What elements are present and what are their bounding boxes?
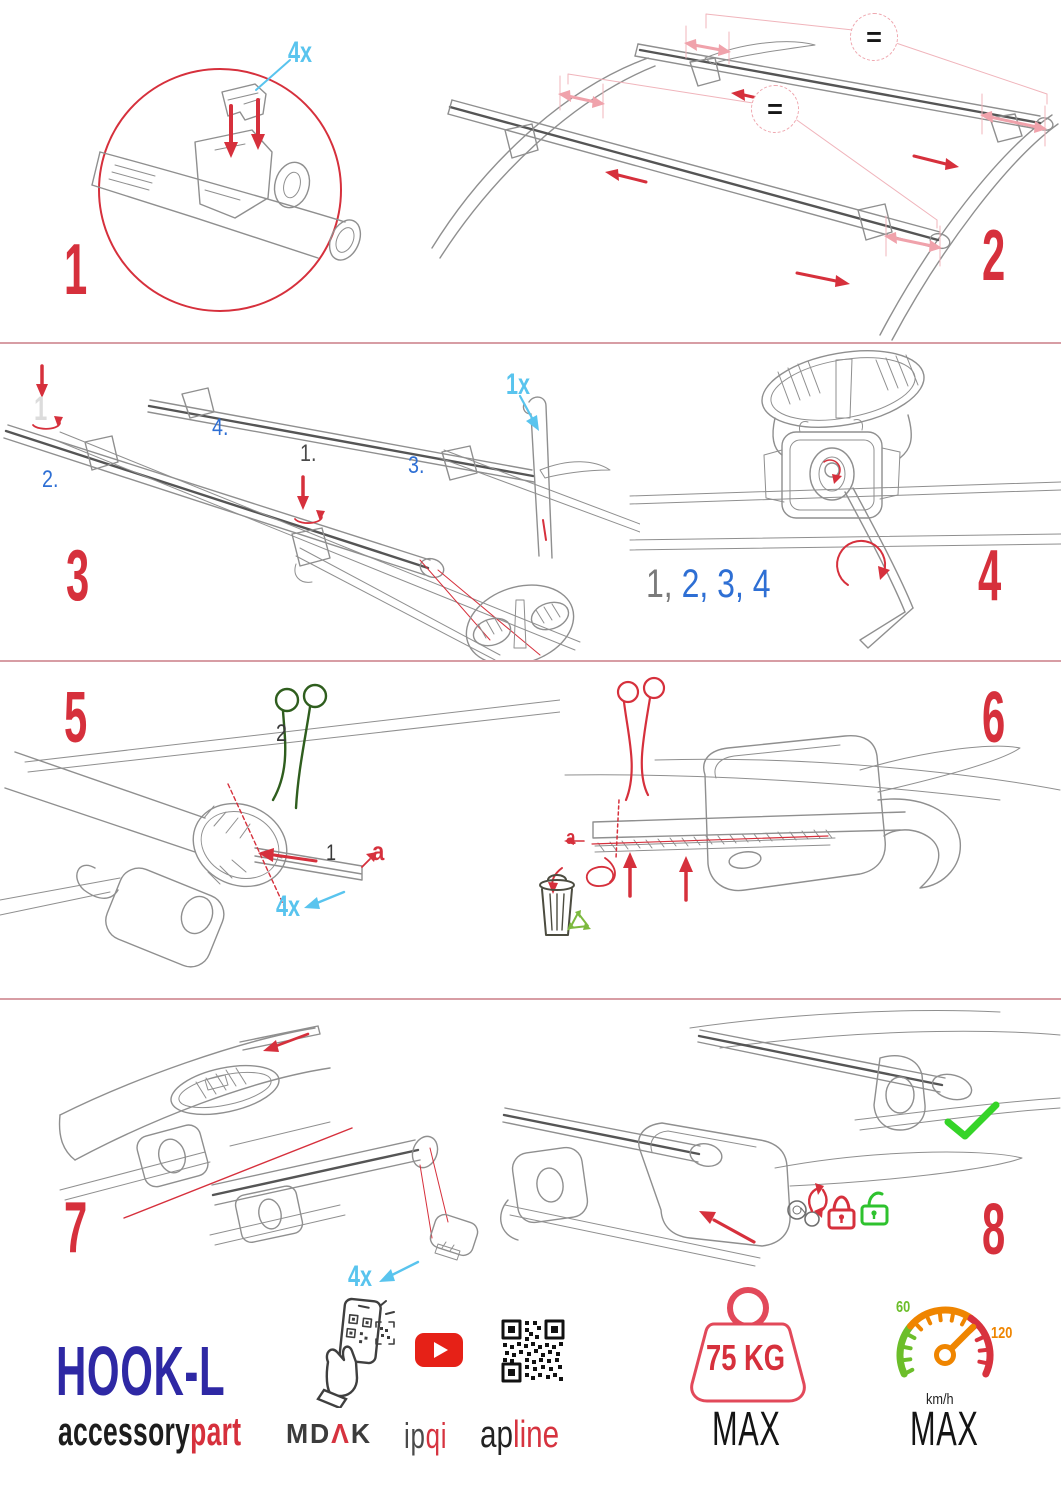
step5-qty-label: 4x — [276, 890, 301, 923]
step3-diagram — [0, 344, 640, 660]
step8-diagram — [500, 1000, 1061, 1310]
step3-number: 3 — [66, 536, 89, 616]
step8-number: 8 — [982, 1190, 1005, 1270]
check-icon — [948, 1105, 996, 1136]
speed-high-label: 120 — [991, 1325, 1013, 1342]
logo-apline-a: ap — [480, 1414, 513, 1456]
strip-end-label: a — [566, 827, 576, 849]
down-arrow-icon — [224, 100, 265, 158]
logo-mdak — [286, 1420, 372, 1448]
ghost-order-label: 1 — [34, 390, 48, 428]
step5-number: 5 — [64, 678, 87, 758]
weight-max-label: MAX — [712, 1403, 781, 1456]
logo-mdak-a: MD — [286, 1418, 332, 1449]
crossbar-side — [593, 812, 905, 852]
hand — [318, 1347, 357, 1408]
logo-mdak-c: K — [350, 1418, 372, 1449]
order-label-4: 4. — [212, 414, 229, 441]
speed-unit-label: km/h — [926, 1391, 954, 1408]
scissors-icon — [618, 678, 664, 800]
step7-qty-label: 4x — [348, 1260, 373, 1293]
logo-mdak-b: Λ — [331, 1418, 351, 1449]
sequence-label — [646, 564, 771, 604]
strip-end-label: a — [372, 836, 385, 866]
phone-scan-icon — [316, 1296, 400, 1408]
roof-rails — [432, 58, 1058, 340]
step1-number: 1 — [64, 230, 87, 310]
foot-clamp — [764, 415, 911, 518]
equals-badge — [751, 85, 799, 133]
key-icon — [788, 1201, 819, 1226]
step7-number: 7 — [64, 1188, 87, 1268]
order-label-2: 2. — [42, 466, 59, 493]
equals-label: = — [866, 21, 882, 52]
bar-top-view — [60, 1026, 330, 1160]
lock-closed-icon — [829, 1197, 854, 1228]
insert-order-label: 1 — [326, 840, 337, 865]
sequence-first: 1, — [646, 562, 673, 606]
rotation-arrow-icon — [824, 460, 890, 585]
weight-value: 75 KG — [706, 1337, 786, 1378]
bar-side-view — [210, 1133, 442, 1245]
logo-apline-b: line — [512, 1414, 560, 1456]
order-label-1: 1. — [300, 440, 317, 467]
cut-order-label: 2 — [276, 720, 287, 747]
step2-number: 2 — [982, 216, 1005, 296]
rear-crossbar — [635, 42, 1054, 142]
logo-ipqi — [404, 1415, 448, 1456]
logo-ipqi-a: ip — [404, 1415, 426, 1456]
measure-arrows — [558, 14, 1047, 266]
qty-leader-line — [256, 60, 290, 90]
sequence-rest: 2, 3, 4 — [672, 562, 771, 606]
equals-badge — [850, 13, 898, 61]
bar-end-crosssection — [756, 344, 930, 439]
brand-part-a: accessory — [58, 1410, 191, 1454]
assembled-view — [690, 1011, 1060, 1130]
youtube-icon — [415, 1333, 463, 1368]
zoom-circle — [99, 69, 341, 311]
foot-clamp — [195, 130, 314, 218]
step1-qty-label: 4x — [288, 36, 313, 69]
lock-open-icon — [862, 1193, 887, 1224]
product-name: HOOK-L — [56, 1332, 226, 1410]
turn-arrow-icon — [33, 366, 325, 523]
speed-low-label: 60 — [896, 1299, 911, 1316]
step2-diagram — [420, 0, 1061, 342]
logo-apline — [480, 1416, 559, 1454]
roof-lines — [565, 759, 1060, 800]
brand-logo — [58, 1412, 241, 1452]
lock-cover-view — [501, 1108, 1022, 1270]
brand-part-b: part — [190, 1410, 242, 1454]
front-crossbar — [448, 100, 952, 251]
cut-guide-line — [592, 800, 828, 858]
step3-qty-label: 1x — [506, 368, 531, 401]
push-up-arrow-icon — [623, 852, 693, 900]
crossbar-end — [5, 752, 300, 901]
qr-code-icon — [500, 1318, 566, 1384]
order-label-3: 3. — [408, 452, 425, 479]
step6-number: 6 — [982, 678, 1005, 758]
step1-diagram — [0, 0, 420, 342]
qty-arrow-icon — [304, 892, 344, 909]
foot-clamp — [77, 862, 230, 973]
cut-guide-line — [228, 784, 284, 906]
logo-ipqi-b: qi — [425, 1415, 448, 1456]
slide-arrow-icon — [699, 1211, 754, 1242]
step6-diagram — [500, 662, 1061, 998]
qty-arrow-icon — [379, 1262, 418, 1282]
equals-label: = — [767, 93, 783, 124]
step4-number: 4 — [978, 536, 1001, 616]
speed-max-label: MAX — [910, 1403, 979, 1456]
